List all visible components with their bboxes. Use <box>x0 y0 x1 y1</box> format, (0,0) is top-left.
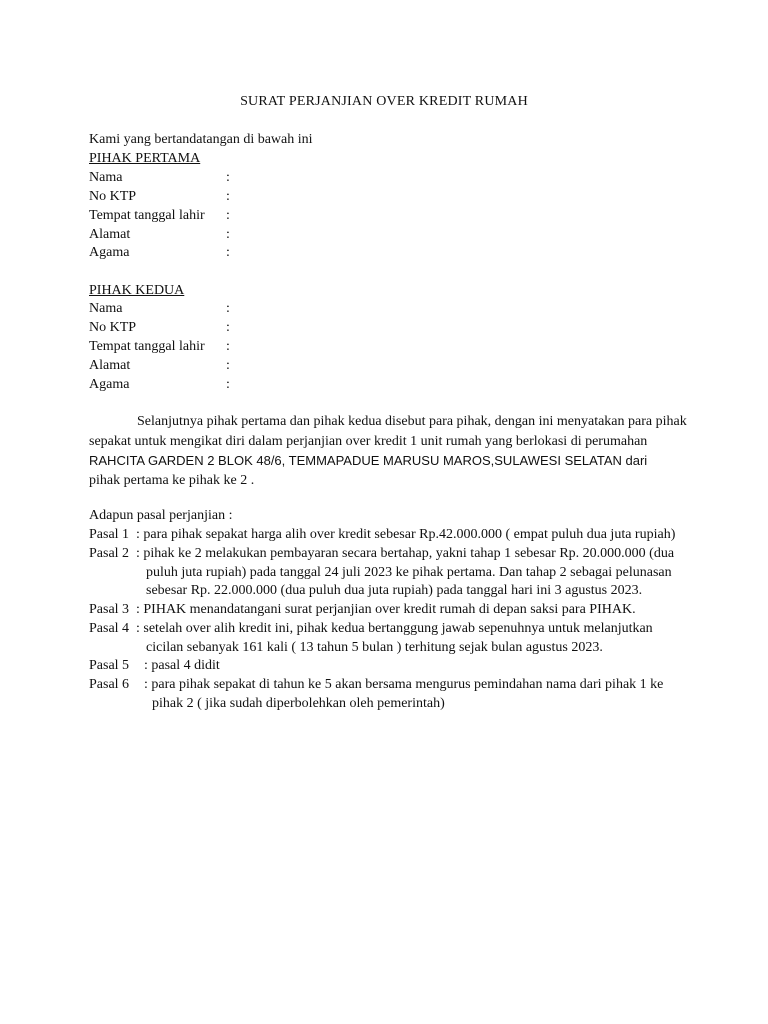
pasal-label: Pasal 4 <box>89 621 130 636</box>
pasal-body <box>136 545 674 601</box>
pasal-label: Pasal 6 <box>89 677 130 692</box>
document-title: SURAT PERJANJIAN OVER KREDIT RUMAH <box>240 94 528 109</box>
pasal-intro: Adapun pasal perjanjian : <box>89 508 233 523</box>
pasal-body <box>136 601 636 620</box>
pasal-label: Pasal 2 <box>89 546 130 561</box>
field-colon: : <box>226 208 230 223</box>
field-label: No KTP <box>89 320 137 335</box>
field-colon: : <box>226 377 230 392</box>
statement-line: pihak pertama ke pihak ke 2 . <box>89 472 255 488</box>
pihak-pertama-heading: PIHAK PERTAMA <box>89 151 201 166</box>
pasal-label: Pasal 5 <box>89 658 130 673</box>
statement-line: sepakat untuk mengikat diri dalam perjanjian over kredit 1 unit rumah yang berlokasi di perumahan <box>89 433 648 449</box>
field-label: Tempat tanggal lahir <box>89 339 205 354</box>
pasal-line: : para pihak sepakat di tahun ke 5 akan bersama mengurus pemindahan nama dari pihak 1 ke <box>144 677 664 692</box>
pasal-line: puluh juta rupiah) pada tanggal 24 juli 2023 ke pihak pertama. Dan tahap 2 sebagai pelunasan <box>146 564 672 580</box>
field-label: Alamat <box>89 358 131 373</box>
pasal-body <box>144 676 663 713</box>
field-label: Nama <box>89 301 123 316</box>
field-label: Tempat tanggal lahir <box>89 208 205 223</box>
intro-text: Kami yang bertandatangan di bawah ini <box>89 132 313 147</box>
field-label: Alamat <box>89 227 131 242</box>
pasal-line: : pasal 4 didit <box>144 658 220 673</box>
field-colon: : <box>226 245 230 260</box>
field-label: Agama <box>89 377 130 392</box>
pasal-line: cicilan sebanyak 161 kali ( 13 tahun 5 bulan ) terhitung sejak bulan agustus 2023. <box>146 639 603 655</box>
pasal-line: : para pihak sepakat harga alih over kredit sebesar Rp.42.000.000 ( empat puluh dua juta rupiah) <box>136 527 676 542</box>
pasal-body <box>144 657 220 676</box>
statement-paragraph <box>89 412 689 490</box>
pasal-line: : setelah over alih kredit ini, pihak kedua bertanggung jawab sepenuhnya untuk melanjutkan <box>136 621 653 636</box>
field-colon: : <box>226 170 230 185</box>
pasal-line: : PIHAK menandatangani surat perjanjian over kredit rumah di depan saksi para PIHAK. <box>136 602 636 617</box>
field-label: Agama <box>89 245 130 260</box>
pihak-kedua-heading: PIHAK KEDUA <box>89 283 185 298</box>
field-colon: : <box>226 227 230 242</box>
field-label: No KTP <box>89 189 137 204</box>
field-colon: : <box>226 358 230 373</box>
statement-line: RAHCITA GARDEN 2 BLOK 48/6, TEMMAPADUE MARUSU MAROS,SULAWESI SELATAN dari <box>89 453 648 468</box>
field-colon: : <box>226 339 230 354</box>
field-label: Nama <box>89 170 123 185</box>
field-colon: : <box>226 301 230 316</box>
pasal-line: pihak 2 ( jika sudah diperbolehkan oleh pemerintah) <box>152 695 445 711</box>
pasal-line: sebesar Rp. 22.000.000 (dua puluh dua juta rupiah) pada tanggal hari ini 3 agustus 2023. <box>146 583 643 598</box>
field-colon: : <box>226 189 230 204</box>
pasal-body <box>136 526 675 545</box>
pasal-body <box>136 620 653 657</box>
pasal-label: Pasal 3 <box>89 602 130 617</box>
statement-line: Selanjutnya pihak pertama dan pihak kedua disebut para pihak, dengan ini menyatakan para pihak <box>137 414 687 429</box>
field-colon: : <box>226 320 230 335</box>
pasal-line: : pihak ke 2 melakukan pembayaran secara bertahap, yakni tahap 1 sebesar Rp. 20.000.000 (dua <box>136 546 675 561</box>
pasal-label: Pasal 1 <box>89 527 130 542</box>
